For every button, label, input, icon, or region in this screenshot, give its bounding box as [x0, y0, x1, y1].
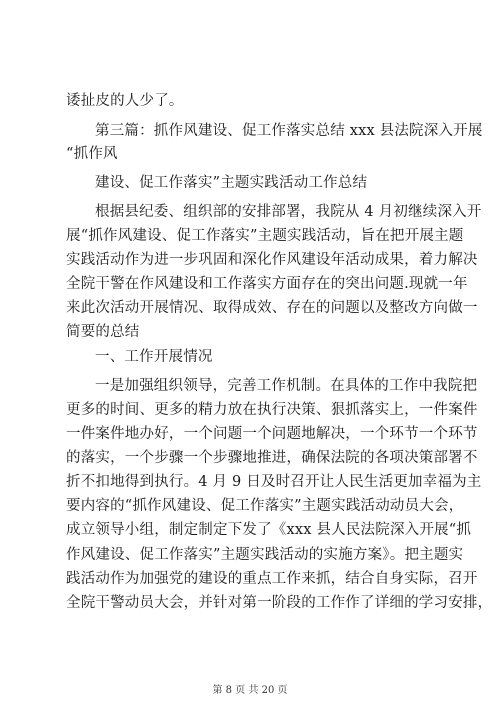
paragraph-line: 来此次活动开展情况、取得成效、存在的问题以及整改方向做一	[66, 300, 478, 316]
section-heading-line: 第三篇：抓作风建设、促工作落实总结 xxx 县法院深入开展	[95, 123, 483, 139]
paragraph-line: 实践活动作为进一步巩固和深化作风建设年活动成果，着力解决	[66, 252, 478, 268]
paragraph-line: 折不扣地得到执行。4 月 9 日及时召开让人民生活更加幸福为主	[66, 474, 482, 490]
section-heading-line: 建设、促工作落实”主题实践活动工作总结	[95, 175, 368, 191]
paragraph-line: 全院干警动员大会，并针对第一阶段的工作作了详细的学习安排，	[66, 595, 493, 611]
paragraph-line: 简要的总结	[66, 324, 140, 340]
subsection-heading: 一、工作开展情况	[95, 349, 213, 365]
paragraph-line: 一件案件地办好，一个问题一个问题地解决，一个环节一个环节	[66, 426, 478, 442]
paragraph-line: 全院干警在作风建设和工作落实方面存在的突出问题.现就一年	[66, 276, 468, 292]
paragraph-line: 成立领导小组，制定制定下发了《xxx 县人民法院深入开展“抓	[66, 522, 472, 538]
paragraph-line: 践活动作为加强党的建设的重点工作来抓，结合自身实际，召开	[66, 571, 478, 587]
page-number-footer: 第 8 页 共 20 页	[212, 685, 288, 696]
paragraph-line: 展“抓作风建设、促工作落实”主题实践活动，旨在把开展主题	[66, 228, 464, 244]
paragraph-line: 一是加强组织领导，完善工作机制。在具体的工作中我院把	[95, 378, 478, 394]
section-heading-line: “抓作风	[66, 146, 118, 162]
paragraph-line: 的落实，一个步骤一个步骤地推进，确保法院的各项决策部署不	[66, 450, 478, 466]
paragraph-line: 更多的时间、更多的精力放在执行决策、狠抓落实上，一件案件	[66, 402, 478, 418]
text-line: 诿扯皮的人少了。	[66, 93, 184, 109]
paragraph-line: 作风建设、促工作落实”主题实践活动的实施方案》。把主题实	[66, 547, 464, 563]
paragraph-line: 要内容的“抓作风建设、促工作落实”主题实践活动动员大会，	[66, 498, 464, 514]
paragraph-line: 根据县纪委、组织部的安排部署，我院从 4 月初继续深入开	[95, 204, 482, 220]
